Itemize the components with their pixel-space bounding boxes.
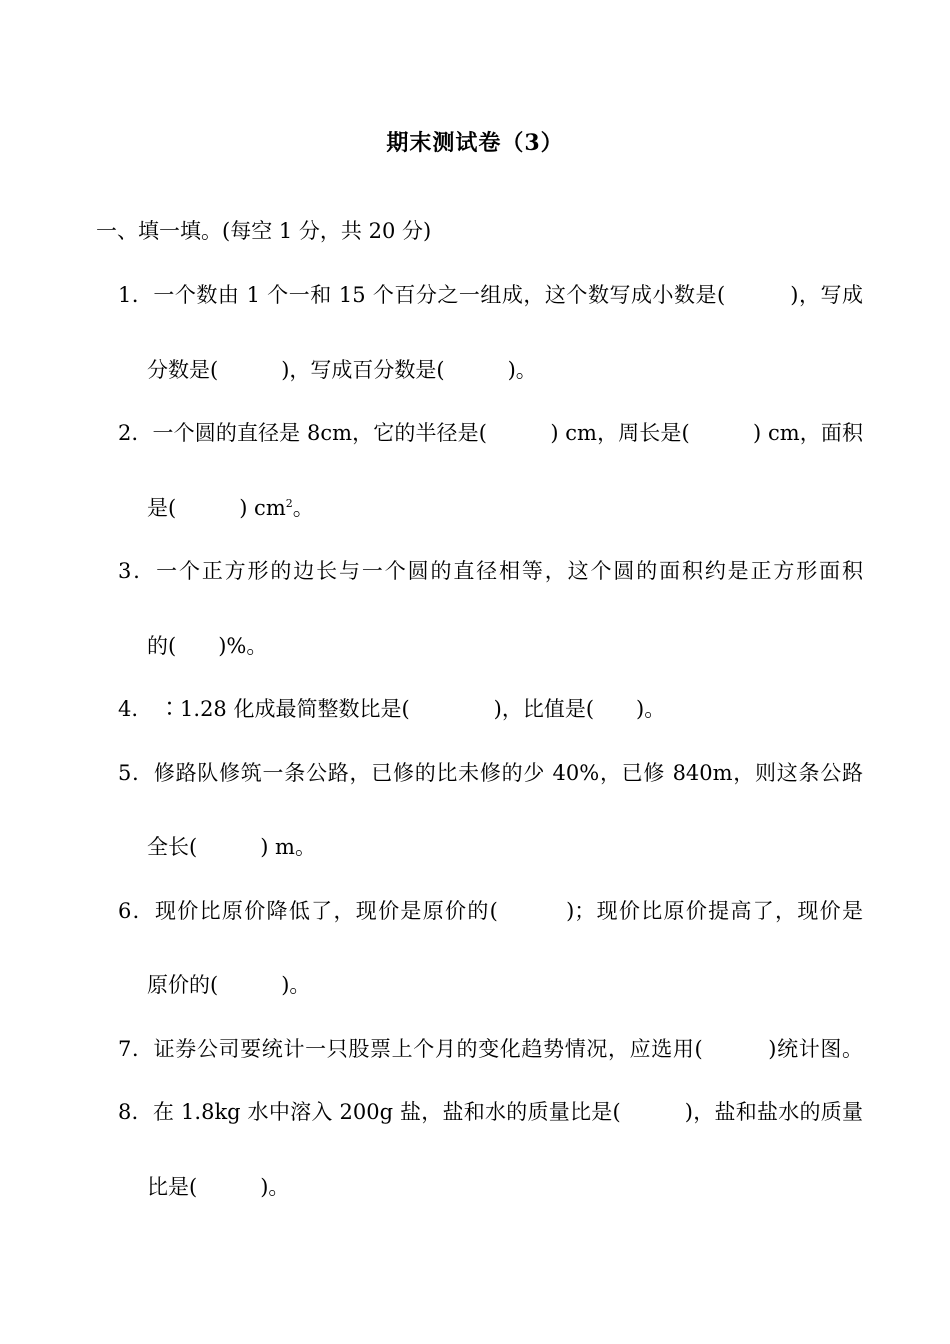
- question-1-line-2: 分数是( )，写成百分数是( )。: [147, 358, 537, 382]
- question-1-line-1: 1．一个数由 1 个一和 15 个百分之一组成，这个数写成小数是( )，写成: [118, 283, 863, 307]
- question-2-line-2-end: 。: [292, 496, 314, 520]
- page-title: 期末测试卷（3）: [386, 130, 564, 156]
- question-8-line-2: 比是( )。: [147, 1175, 290, 1199]
- question-8-line-1: 8．在 1.8kg 水中溶入 200g 盐，盐和水的质量比是( )，盐和盐水的质量: [118, 1100, 863, 1124]
- section-heading: 一、填一填。(每空 1 分，共 20 分): [96, 219, 432, 243]
- question-3-line-2: 的( )%。: [147, 634, 268, 658]
- question-5-line-1: 5．修路队修筑一条公路，已修的比未修的少 40%，已修 840m，则这条公路: [118, 761, 863, 785]
- question-2-line-1: 2．一个圆的直径是 8cm，它的半径是( ) cm，周长是( ) cm，面积: [118, 421, 863, 445]
- question-4-line-1: 4. ∶1.28 化成最简整数比是( )，比值是( )。: [118, 697, 666, 721]
- question-5-line-2: 全长( ) m。: [147, 835, 316, 859]
- question-6-line-2: 原价的( )。: [147, 973, 311, 997]
- question-7-line-1: 7．证券公司要统计一只股票上个月的变化趋势情况，应选用( )统计图。: [118, 1037, 863, 1061]
- question-2-line-2: [147, 493, 314, 523]
- question-2-line-2-text: 是( ) cm: [147, 496, 286, 520]
- square-superscript: 2: [285, 497, 293, 510]
- question-6-line-1: 6．现价比原价降低了，现价是原价的( )；现价比原价提高了，现价是: [118, 899, 863, 923]
- question-3-line-1: 3．一个正方形的边长与一个圆的直径相等，这个圆的面积约是正方形面积: [118, 559, 863, 583]
